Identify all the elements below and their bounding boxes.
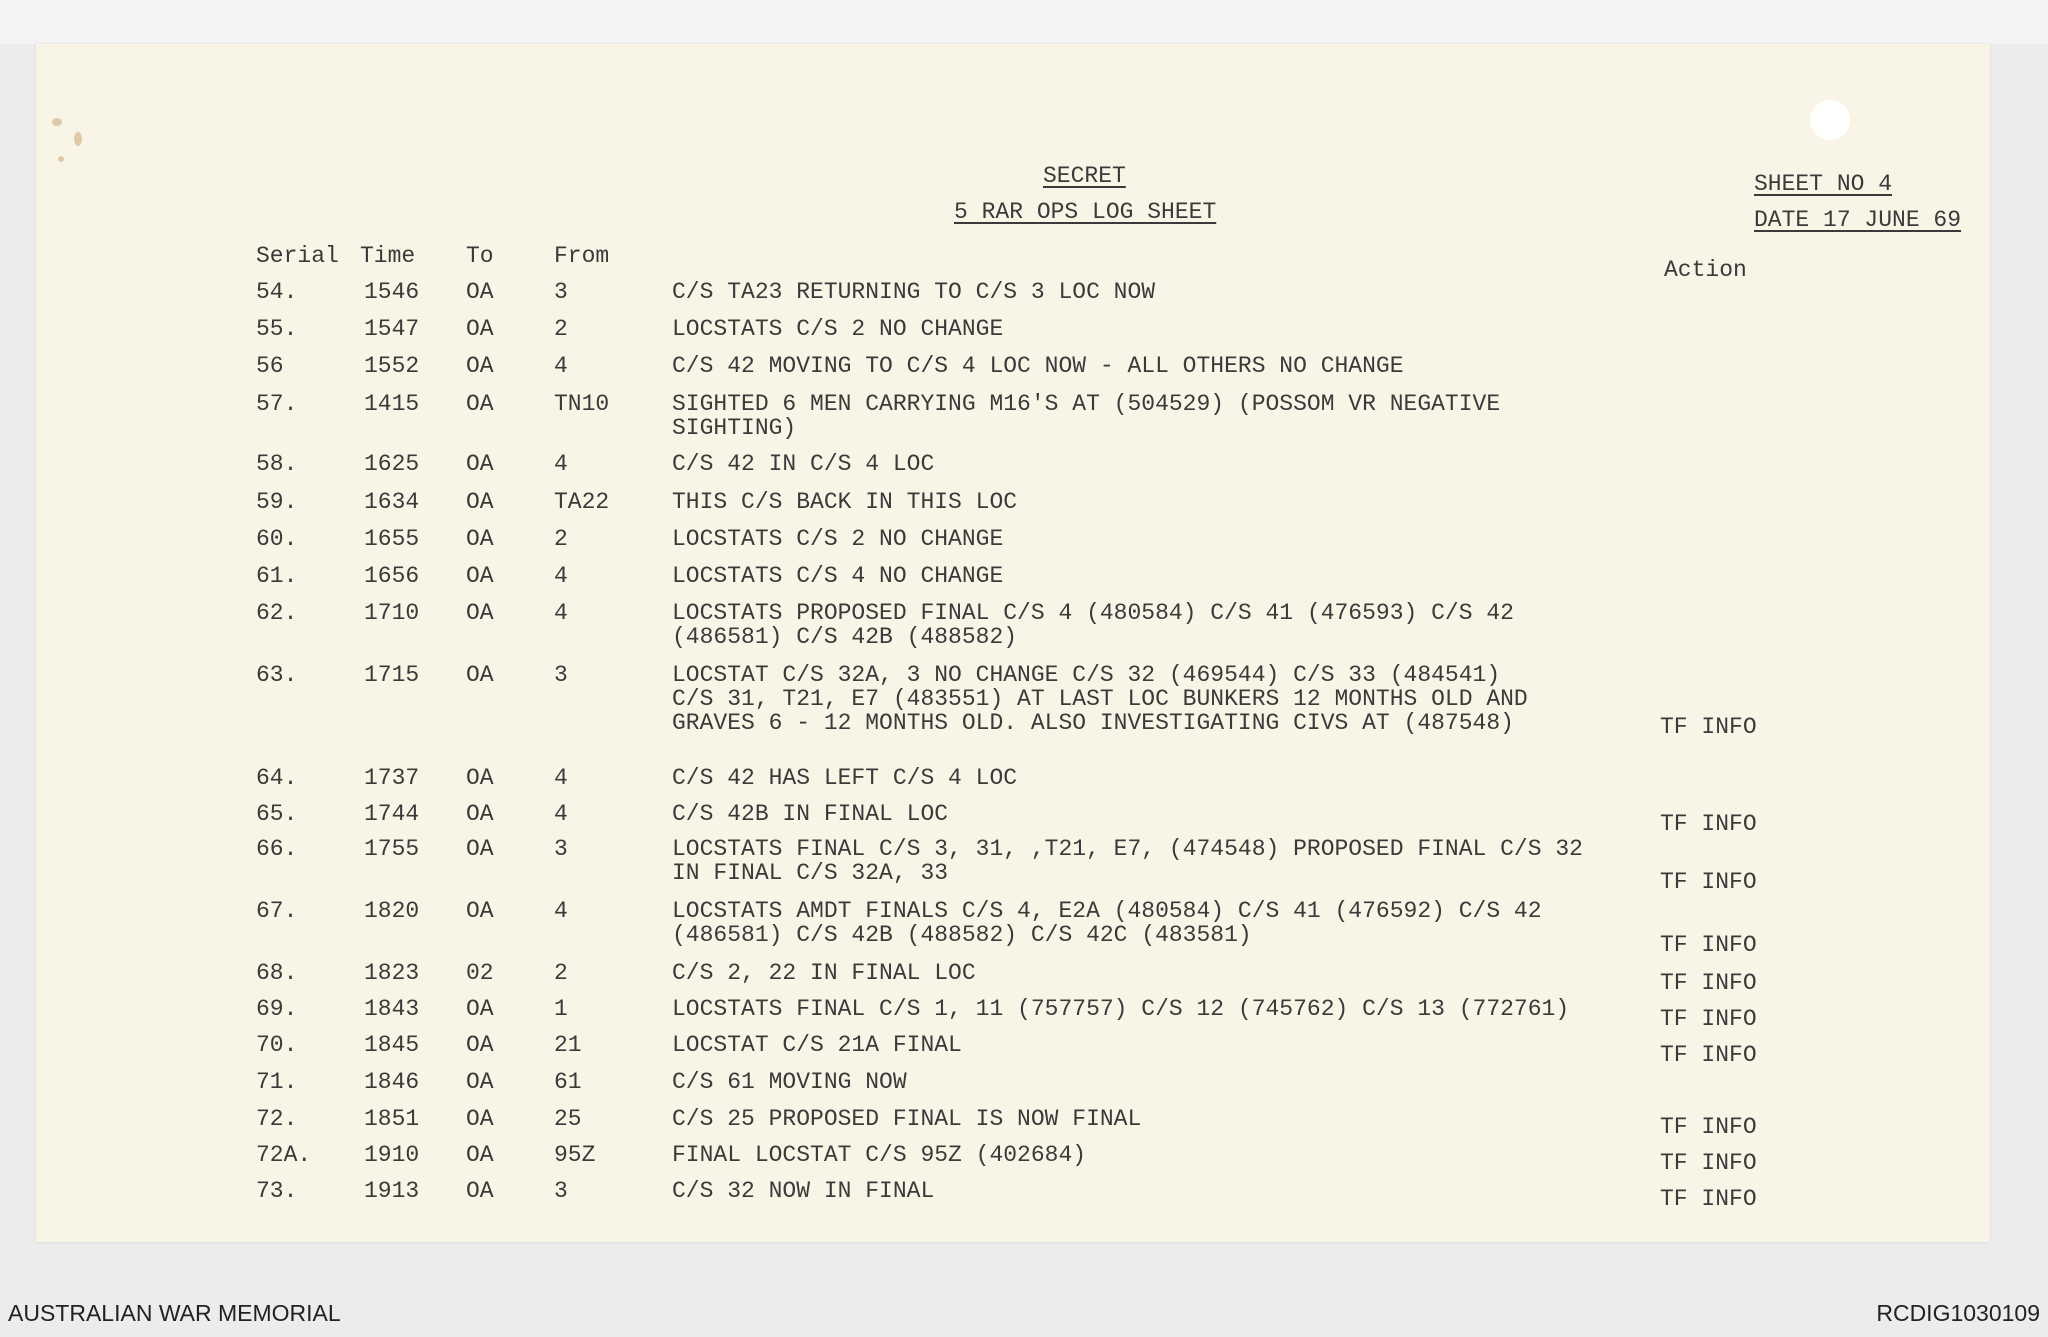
entry-to: OA [466, 1032, 494, 1058]
entry-from: 1 [554, 996, 568, 1022]
entry-serial: 69. [256, 996, 298, 1022]
entry-time: 1755 [364, 836, 420, 862]
archive-reference: RCDIG1030109 [1876, 1300, 2040, 1326]
entry-from: 2 [554, 316, 568, 342]
entry-action: TF INFO [1660, 1114, 1757, 1140]
entry-action: TF INFO [1660, 1042, 1757, 1068]
entry-from: 61 [554, 1069, 582, 1095]
entry-time: 1547 [364, 316, 420, 342]
entry-message: C/S 2, 22 IN FINAL LOC [672, 960, 976, 986]
entry-from: 95Z [554, 1142, 596, 1168]
paper-stain [52, 118, 62, 126]
log-entry-row [36, 836, 1990, 895]
column-header-time: Time [360, 243, 416, 269]
log-entry-row [36, 564, 1990, 590]
entry-to: OA [466, 391, 494, 417]
entry-serial: 61. [256, 563, 298, 589]
classification-label: SECRET [1043, 163, 1126, 189]
entry-to: OA [466, 526, 494, 552]
entry-time: 1552 [364, 353, 420, 379]
column-header-action: Action [1664, 257, 1747, 283]
entry-to: OA [466, 353, 494, 379]
entry-from: 2 [554, 960, 568, 986]
entry-to: OA [466, 801, 494, 827]
entry-to: OA [466, 1178, 494, 1204]
entry-serial: 58. [256, 451, 298, 477]
entry-message: LOCSTAT C/S 21A FINAL [672, 1032, 962, 1058]
entry-serial: 56 [256, 353, 284, 379]
entry-time: 1737 [364, 765, 420, 791]
entry-serial: 67. [256, 898, 298, 924]
top-margin [0, 0, 2048, 44]
entry-to: OA [466, 316, 494, 342]
entry-from: TA22 [554, 489, 610, 515]
column-header-to: To [466, 243, 494, 269]
log-entry-row [36, 354, 1990, 380]
entry-action: TF INFO [1660, 811, 1757, 837]
log-entry-row [36, 898, 1990, 958]
entry-to: OA [466, 836, 494, 862]
entry-time: 1656 [364, 563, 420, 589]
entry-message: LOCSTATS FINAL C/S 3, 31, ,T21, E7, (474548) PROPOSED FINAL C/S 32 IN FINAL C/S 32A, 33 [672, 836, 1583, 886]
log-entry-row [36, 600, 1990, 650]
entry-from: 21 [554, 1032, 582, 1058]
entry-message: LOCSTAT C/S 32A, 3 NO CHANGE C/S 32 (469544) C/S 33 (484541) C/S 31, T21, E7 (483551) AT LAST LOC BUNKERS 12 MONTHS OLD AND GRAVES 6 - 12 MONTHS OLD. ALSO INVESTIGATING CIVS AT (487548) [672, 662, 1528, 736]
entry-from: 4 [554, 801, 568, 827]
log-sheet-paper [36, 44, 1990, 1242]
entry-message: C/S 25 PROPOSED FINAL IS NOW FINAL [672, 1106, 1142, 1132]
entry-message: LOCSTATS FINAL C/S 1, 11 (757757) C/S 12 (745762) C/S 13 (772761) [672, 996, 1570, 1022]
entry-time: 1846 [364, 1069, 420, 1095]
entry-from: 4 [554, 898, 568, 924]
entry-to: 02 [466, 960, 494, 986]
archive-credit: AUSTRALIAN WAR MEMORIAL [8, 1300, 341, 1326]
entry-serial: 72A. [256, 1142, 312, 1168]
entry-to: OA [466, 1069, 494, 1095]
entry-message: LOCSTATS PROPOSED FINAL C/S 4 (480584) C/S 41 (476593) C/S 42 (486581) C/S 42B (488582) [672, 600, 1514, 650]
entry-message: THIS C/S BACK IN THIS LOC [672, 489, 1018, 515]
entry-time: 1910 [364, 1142, 420, 1168]
entry-serial: 71. [256, 1069, 298, 1095]
entry-serial: 57. [256, 391, 298, 417]
log-entry-row [36, 317, 1990, 343]
entry-action: TF INFO [1660, 970, 1757, 996]
entry-message: LOCSTATS AMDT FINALS C/S 4, E2A (480584) C/S 41 (476592) C/S 42 (486581) C/S 42B (488582) C/S 42C (483581) [672, 898, 1542, 948]
log-entry-row [36, 1142, 1990, 1176]
entry-from: 2 [554, 526, 568, 552]
sheet-date: DATE 17 JUNE 69 [1754, 207, 1962, 233]
entry-to: OA [466, 451, 494, 477]
entry-from: 3 [554, 1178, 568, 1204]
entry-serial: 72. [256, 1106, 298, 1132]
entry-from: 3 [554, 836, 568, 862]
entry-serial: 54. [256, 279, 298, 305]
entry-time: 1715 [364, 662, 420, 688]
entry-serial: 60. [256, 526, 298, 552]
log-entry-row [36, 801, 1990, 837]
entry-to: OA [466, 1106, 494, 1132]
entry-time: 1634 [364, 489, 420, 515]
entry-message: C/S TA23 RETURNING TO C/S 3 LOC NOW [672, 279, 1156, 305]
entry-from: 3 [554, 279, 568, 305]
entry-message: C/S 61 MOVING NOW [672, 1069, 907, 1095]
log-entry-row [36, 280, 1990, 306]
entry-message: SIGHTED 6 MEN CARRYING M16'S AT (504529) (POSSOM VR NEGATIVE SIGHTING) [672, 391, 1501, 441]
punch-hole [1810, 100, 1850, 140]
entry-message: C/S 42 MOVING TO C/S 4 LOC NOW - ALL OTHERS NO CHANGE [672, 353, 1404, 379]
log-entry-row [36, 490, 1990, 516]
entry-action: TF INFO [1660, 932, 1757, 958]
entry-to: OA [466, 1142, 494, 1168]
column-header-from: From [554, 243, 610, 269]
log-entry-row [36, 1178, 1990, 1212]
paper-stain [74, 132, 82, 146]
entry-from: TN10 [554, 391, 610, 417]
entry-message: FINAL LOCSTAT C/S 95Z (402684) [672, 1142, 1087, 1168]
entry-time: 1710 [364, 600, 420, 626]
entry-serial: 62. [256, 600, 298, 626]
entry-time: 1845 [364, 1032, 420, 1058]
log-entry-row [36, 527, 1990, 553]
entry-message: C/S 32 NOW IN FINAL [672, 1178, 935, 1204]
entry-serial: 65. [256, 801, 298, 827]
entry-serial: 63. [256, 662, 298, 688]
entry-action: TF INFO [1660, 1006, 1757, 1032]
entry-time: 1415 [364, 391, 420, 417]
entry-message: LOCSTATS C/S 4 NO CHANGE [672, 563, 1004, 589]
entry-to: OA [466, 765, 494, 791]
entry-serial: 55. [256, 316, 298, 342]
entry-action: TF INFO [1660, 714, 1757, 740]
entry-to: OA [466, 489, 494, 515]
entry-action: TF INFO [1660, 1186, 1757, 1212]
log-entry-row [36, 452, 1990, 478]
entry-from: 3 [554, 662, 568, 688]
entry-time: 1744 [364, 801, 420, 827]
log-entry-row [36, 960, 1990, 996]
entry-time: 1625 [364, 451, 420, 477]
entry-message: LOCSTATS C/S 2 NO CHANGE [672, 316, 1004, 342]
entry-time: 1913 [364, 1178, 420, 1204]
entry-serial: 70. [256, 1032, 298, 1058]
entry-serial: 73. [256, 1178, 298, 1204]
log-entry-row [36, 662, 1990, 740]
column-header-serial: Serial [256, 243, 339, 269]
entry-serial: 64. [256, 765, 298, 791]
log-entry-row [36, 1032, 1990, 1068]
entry-serial: 59. [256, 489, 298, 515]
log-entry-row [36, 1106, 1990, 1140]
log-entry-row [36, 391, 1990, 441]
entry-time: 1546 [364, 279, 420, 305]
log-entry-row [36, 1070, 1990, 1096]
entry-time: 1820 [364, 898, 420, 924]
entry-serial: 66. [256, 836, 298, 862]
entry-message: C/S 42 IN C/S 4 LOC [672, 451, 935, 477]
log-entry-row [36, 996, 1990, 1032]
sheet-number: SHEET NO 4 [1754, 171, 1893, 197]
entry-to: OA [466, 662, 494, 688]
entry-serial: 68. [256, 960, 298, 986]
entry-to: OA [466, 898, 494, 924]
entry-time: 1655 [364, 526, 420, 552]
entry-message: C/S 42B IN FINAL LOC [672, 801, 949, 827]
entry-to: OA [466, 563, 494, 589]
entry-from: 4 [554, 563, 568, 589]
entry-message: C/S 42 HAS LEFT C/S 4 LOC [672, 765, 1018, 791]
entry-from: 4 [554, 353, 568, 379]
entry-time: 1843 [364, 996, 420, 1022]
page-title: 5 RAR OPS LOG SHEET [954, 199, 1217, 225]
entry-to: OA [466, 996, 494, 1022]
entry-from: 4 [554, 765, 568, 791]
entry-message: LOCSTATS C/S 2 NO CHANGE [672, 526, 1004, 552]
entry-from: 4 [554, 451, 568, 477]
entry-time: 1823 [364, 960, 420, 986]
entry-time: 1851 [364, 1106, 420, 1132]
entry-action: TF INFO [1660, 869, 1757, 895]
entry-from: 25 [554, 1106, 582, 1132]
entry-to: OA [466, 600, 494, 626]
entry-from: 4 [554, 600, 568, 626]
entry-action: TF INFO [1660, 1150, 1757, 1176]
entry-to: OA [466, 279, 494, 305]
paper-stain [58, 156, 64, 162]
log-entry-row [36, 766, 1990, 792]
